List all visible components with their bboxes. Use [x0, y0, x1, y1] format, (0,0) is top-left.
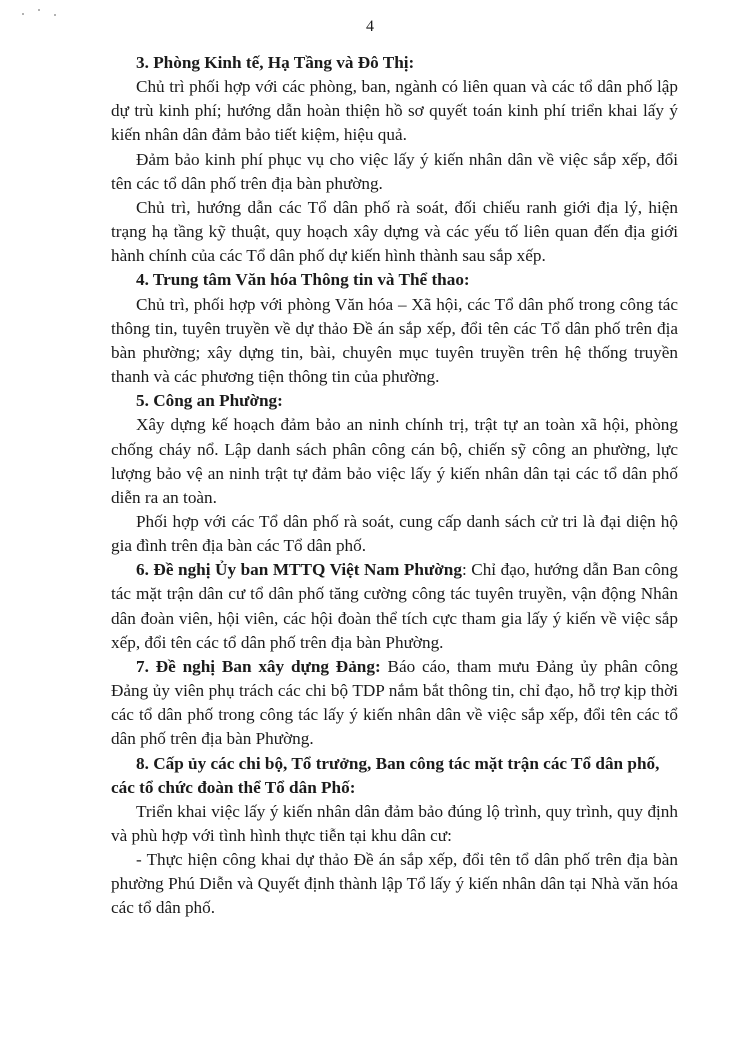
section-body: Báo cáo, tham mưu Đảng ủy phân công Đảng ủy viên phụ trách các chi bộ TDP nắm bắt thông tin, chỉ đạo, hỗ trợ kịp thời các tổ dân phố trong công tác lấy ý kiến nhân dân về việc sắp xếp, đổi tên các tổ dân phố trên địa bàn Phường.	[111, 656, 679, 749]
paragraph: Chủ trì, phối hợp với phòng Văn hóa – Xã hội, các Tổ dân phố trong công tác thông tin, tuyên truyền về dự thảo Đề án sắp xếp, đổi tên các Tổ dân phố trên địa bàn phường; xây dựng tin, bài, chuyên mục tuyên truyền trên hệ thống truyền thanh và các phương tiện thông tin của phường.	[111, 294, 678, 387]
section-body: : Chỉ đạo, hướng dẫn Ban công tác mặt trận dân cư tổ dân phố tăng cường công tác tuyên truyền, vận động Nhân dân đoàn viên, hội viên, các hội đoàn thể tích cực tham gia lấy ý kiến về việc sắp xếp, đổi tên các tổ dân phố trên địa bàn Phường.	[111, 560, 678, 652]
section-heading-party-cells: 8. Cấp ủy các chi bộ, Tổ trưởng, Ban công tác mặt trận các Tổ dân phố, các tổ chức đoàn thể Tổ dân Phố:	[111, 753, 660, 797]
paragraph: Phối hợp với các Tổ dân phố rà soát, cung cấp danh sách cử tri là đại diện hộ gia đình trên địa bàn các Tổ dân phố.	[111, 511, 678, 556]
section-heading-economy: 3. Phòng Kinh tế, Hạ Tầng và Đô Thị:	[136, 53, 415, 72]
section-heading-police: 5. Công an Phường:	[136, 391, 283, 411]
paragraph: Triển khai việc lấy ý kiến nhân dân đảm bảo đúng lộ trình, quy trình, quy định và phù hợp với tình hình thực tiễn tại khu dân cư:	[111, 801, 678, 845]
section-lead: 7. Đề nghị Ban xây dựng Đảng:	[136, 656, 381, 676]
section-fatherland-front	[111, 558, 678, 655]
scan-speck	[54, 14, 56, 16]
page-number: 4	[366, 18, 374, 35]
paragraph: Chủ trì, hướng dẫn các Tổ dân phố rà soát, đối chiếu ranh giới địa lý, hiện trạng hạ tầng kỹ thuật, quy hoạch xây dựng và các yếu tố liên quan đến địa giới hành chính của các Tổ dân phố dự kiến hình thành sau sắp xếp.	[111, 197, 678, 266]
paragraph: Đảm bảo kinh phí phục vụ cho việc lấy ý kiến nhân dân về việc sắp xếp, đổi tên các tổ dân phố trên địa bàn phường.	[111, 149, 678, 193]
section-heading-culture-center: 4. Trung tâm Văn hóa Thông tin và Thể thao:	[136, 270, 470, 290]
scan-speck	[22, 13, 24, 15]
paragraph: Xây dựng kế hoạch đảm bảo an ninh chính trị, trật tự an toàn xã hội, phòng chống cháy nổ. Lập danh sách phân công cán bộ, chiến sỹ công an phường, lực lượng bảo vệ an ninh trật tự đảm bảo việc lấy ý kiến nhân dân tại các tổ dân phố diễn ra an toàn.	[111, 415, 678, 507]
section-lead: 6. Đề nghị Ủy ban MTTQ Việt Nam Phường	[136, 560, 462, 580]
document-body	[111, 51, 678, 921]
paragraph: - Thực hiện công khai dự thảo Đề án sắp xếp, đổi tên tổ dân phố trên địa bàn phường Phú Diễn và Quyết định thành lập Tổ lấy ý kiến nhân dân tại Nhà văn hóa các tổ dân phố.	[111, 850, 678, 918]
paragraph: Chủ trì phối hợp với các phòng, ban, ngành có liên quan và các tổ dân phố lập dự trù kinh phí; hướng dẫn hoàn thiện hồ sơ quyết toán kinh phí triển khai lấy ý kiến nhân dân đảm bảo tiết kiệm, hiệu quả.	[111, 77, 678, 145]
section-party-building	[111, 655, 678, 752]
scan-speck	[38, 9, 40, 11]
